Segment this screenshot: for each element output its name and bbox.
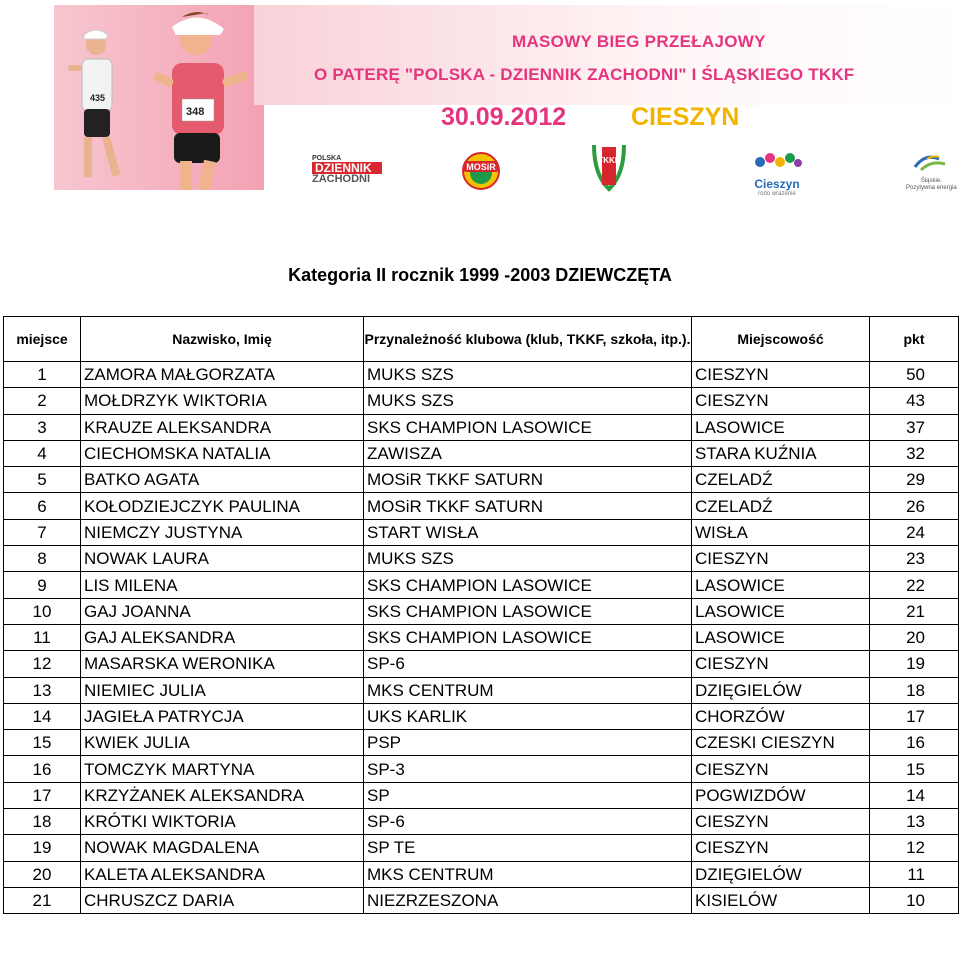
cell-name: NOWAK LAURA (81, 546, 364, 572)
cell-points: 21 (870, 598, 959, 624)
cell-points: 12 (870, 835, 959, 861)
cieszyn-logo (752, 153, 802, 197)
table-row (4, 861, 959, 887)
cell-points: 24 (870, 519, 959, 545)
cell-name: GAJ ALEKSANDRA (81, 624, 364, 650)
runner-left-figure (68, 30, 120, 177)
cell-points: 32 (870, 440, 959, 466)
cell-points: 22 (870, 572, 959, 598)
event-banner (54, 5, 960, 197)
cell-name: GAJ JOANNA (81, 598, 364, 624)
cell-club: MOSiR TKKF SATURN (364, 467, 692, 493)
cell-club: SP-6 (364, 651, 692, 677)
cell-town: KISIELÓW (692, 887, 870, 913)
cell-name: NOWAK MAGDALENA (81, 835, 364, 861)
tkkf-logo-text: TKKF (598, 156, 620, 165)
banner-stripe (254, 5, 960, 105)
tkkf-logo (588, 141, 630, 198)
cell-place: 14 (4, 703, 81, 729)
results-body (4, 362, 959, 914)
cell-place: 4 (4, 440, 81, 466)
cell-place: 3 (4, 414, 81, 440)
cell-points: 16 (870, 730, 959, 756)
table-row (4, 440, 959, 466)
cell-place: 19 (4, 835, 81, 861)
cell-club: MUKS SZS (364, 388, 692, 414)
mosir-logo-text: MOSiR (466, 162, 496, 172)
table-row (4, 467, 959, 493)
cell-name: ZAMORA MAŁGORZATA (81, 362, 364, 388)
tkkf-emblem-icon (588, 141, 630, 193)
cell-town: STARA KUŹNIA (692, 440, 870, 466)
event-city: CIESZYN (631, 103, 740, 131)
cell-town: CIESZYN (692, 546, 870, 572)
table-row (4, 598, 959, 624)
dziennik-logo-text: DZIENNIK (312, 162, 382, 174)
cell-town: CIESZYN (692, 835, 870, 861)
cell-town: CIESZYN (692, 388, 870, 414)
cell-name: KALETA ALEKSANDRA (81, 861, 364, 887)
table-row (4, 730, 959, 756)
cell-town: CIESZYN (692, 651, 870, 677)
cell-name: LIS MILENA (81, 572, 364, 598)
cell-place: 10 (4, 598, 81, 624)
table-row (4, 414, 959, 440)
table-row (4, 756, 959, 782)
cell-club: UKS KARLIK (364, 703, 692, 729)
cell-place: 17 (4, 782, 81, 808)
cell-place: 9 (4, 572, 81, 598)
cell-place: 2 (4, 388, 81, 414)
table-row (4, 677, 959, 703)
cieszyn-logo-subtext: rodo wrażenie (758, 191, 796, 197)
header-place: miejsce (4, 317, 81, 362)
slaskie-logo-subtext: Pozytywna energia (906, 185, 957, 191)
cell-place: 20 (4, 861, 81, 887)
table-row (4, 624, 959, 650)
cell-name: KRÓTKI WIKTORIA (81, 809, 364, 835)
dziennik-logo-text-2: ZACHODNI (312, 173, 371, 185)
cell-town: LASOWICE (692, 572, 870, 598)
cell-points: 13 (870, 809, 959, 835)
table-row (4, 703, 959, 729)
table-row (4, 362, 959, 388)
runners-illustration (54, 5, 269, 190)
cell-club: SP (364, 782, 692, 808)
cell-name: CHRUSZCZ DARIA (81, 887, 364, 913)
cell-club: MUKS SZS (364, 546, 692, 572)
cell-points: 50 (870, 362, 959, 388)
cell-club: SKS CHAMPION LASOWICE (364, 414, 692, 440)
cell-points: 17 (870, 703, 959, 729)
cell-name: MOŁDRZYK WIKTORIA (81, 388, 364, 414)
cell-club: SP TE (364, 835, 692, 861)
bib-number-right: 348 (186, 106, 205, 118)
cell-club: SP-3 (364, 756, 692, 782)
runner-right-figure (153, 12, 249, 190)
cell-place: 6 (4, 493, 81, 519)
table-header-row (4, 317, 959, 362)
cell-club: SKS CHAMPION LASOWICE (364, 572, 692, 598)
cell-points: 11 (870, 861, 959, 887)
cieszyn-hexagons-icon (752, 153, 802, 171)
cell-town: CZESKI CIESZYN (692, 730, 870, 756)
cell-points: 15 (870, 756, 959, 782)
slaskie-waves-icon (911, 151, 951, 173)
cell-club: START WISŁA (364, 519, 692, 545)
header-name: Nazwisko, Imię (81, 317, 364, 362)
cell-club: SKS CHAMPION LASOWICE (364, 598, 692, 624)
dziennik-zachodni-logo (312, 155, 382, 185)
event-subtitle: O PATERĘ "POLSKA - DZIENNIK ZACHODNI" I ŚLĄSKIEGO TKKF (314, 65, 855, 84)
cell-points: 18 (870, 677, 959, 703)
cell-name: KRZYŻANEK ALEKSANDRA (81, 782, 364, 808)
table-row (4, 782, 959, 808)
cell-club: SP-6 (364, 809, 692, 835)
header-town: Miejscowość (692, 317, 870, 362)
cell-club: MUKS SZS (364, 362, 692, 388)
cell-place: 5 (4, 467, 81, 493)
cell-name: MASARSKA WERONIKA (81, 651, 364, 677)
table-row (4, 835, 959, 861)
cell-name: CIECHOMSKA NATALIA (81, 440, 364, 466)
cell-club: SKS CHAMPION LASOWICE (364, 624, 692, 650)
cell-points: 26 (870, 493, 959, 519)
cell-name: JAGIEŁA PATRYCJA (81, 703, 364, 729)
table-row (4, 887, 959, 913)
cell-points: 43 (870, 388, 959, 414)
table-row (4, 388, 959, 414)
cell-place: 7 (4, 519, 81, 545)
cell-town: CIESZYN (692, 809, 870, 835)
cell-town: CHORZÓW (692, 703, 870, 729)
cell-points: 29 (870, 467, 959, 493)
table-row (4, 493, 959, 519)
cell-name: TOMCZYK MARTYNA (81, 756, 364, 782)
cell-club: ZAWISZA (364, 440, 692, 466)
cell-town: CZELADŹ (692, 493, 870, 519)
cell-town: LASOWICE (692, 598, 870, 624)
cell-name: KRAUZE ALEKSANDRA (81, 414, 364, 440)
cell-place: 16 (4, 756, 81, 782)
cell-town: POGWIZDÓW (692, 782, 870, 808)
slaskie-logo (906, 151, 957, 192)
cell-name: KWIEK JULIA (81, 730, 364, 756)
cell-club: PSP (364, 730, 692, 756)
cell-town: LASOWICE (692, 414, 870, 440)
cell-place: 21 (4, 887, 81, 913)
cell-club: NIEZRZESZONA (364, 887, 692, 913)
cell-place: 13 (4, 677, 81, 703)
cell-name: NIEMIEC JULIA (81, 677, 364, 703)
cell-place: 15 (4, 730, 81, 756)
results-table (3, 316, 959, 914)
dziennik-logo-small-text: POLSKA (312, 155, 342, 162)
event-date: 30.09.2012 (441, 103, 567, 131)
bib-number-left: 435 (90, 93, 106, 103)
cell-points: 19 (870, 651, 959, 677)
table-row (4, 809, 959, 835)
cieszyn-logo-text: Cieszyn (754, 177, 800, 191)
cell-points: 37 (870, 414, 959, 440)
cell-club: MKS CENTRUM (364, 861, 692, 887)
event-name: MASOWY BIEG PRZEŁAJOWY (512, 32, 766, 51)
category-title: Kategoria II rocznik 1999 -2003 DZIEWCZĘTA (288, 265, 672, 285)
cell-place: 11 (4, 624, 81, 650)
cell-name: BATKO AGATA (81, 467, 364, 493)
cell-town: WISŁA (692, 519, 870, 545)
cell-town: CZELADŹ (692, 467, 870, 493)
table-row (4, 572, 959, 598)
cell-points: 20 (870, 624, 959, 650)
header-club: Przynależność klubowa (klub, TKKF, szkoła, itp.). (364, 317, 692, 362)
table-row (4, 546, 959, 572)
cell-points: 23 (870, 546, 959, 572)
cell-points: 10 (870, 887, 959, 913)
cell-place: 1 (4, 362, 81, 388)
cell-town: DZIĘGIELÓW (692, 677, 870, 703)
cell-place: 8 (4, 546, 81, 572)
cell-place: 12 (4, 651, 81, 677)
mosir-emblem-icon (460, 151, 502, 191)
header-points: pkt (870, 317, 959, 362)
slaskie-logo-text: Śląskie. (920, 178, 942, 184)
cell-club: MOSiR TKKF SATURN (364, 493, 692, 519)
cell-town: CIESZYN (692, 756, 870, 782)
cell-points: 14 (870, 782, 959, 808)
cell-name: NIEMCZY JUSTYNA (81, 519, 364, 545)
cell-town: CIESZYN (692, 362, 870, 388)
cell-place: 18 (4, 809, 81, 835)
mosir-logo (460, 151, 502, 196)
table-row (4, 519, 959, 545)
cell-town: DZIĘGIELÓW (692, 861, 870, 887)
table-row (4, 651, 959, 677)
cell-club: MKS CENTRUM (364, 677, 692, 703)
cell-name: KOŁODZIEJCZYK PAULINA (81, 493, 364, 519)
cell-town: LASOWICE (692, 624, 870, 650)
